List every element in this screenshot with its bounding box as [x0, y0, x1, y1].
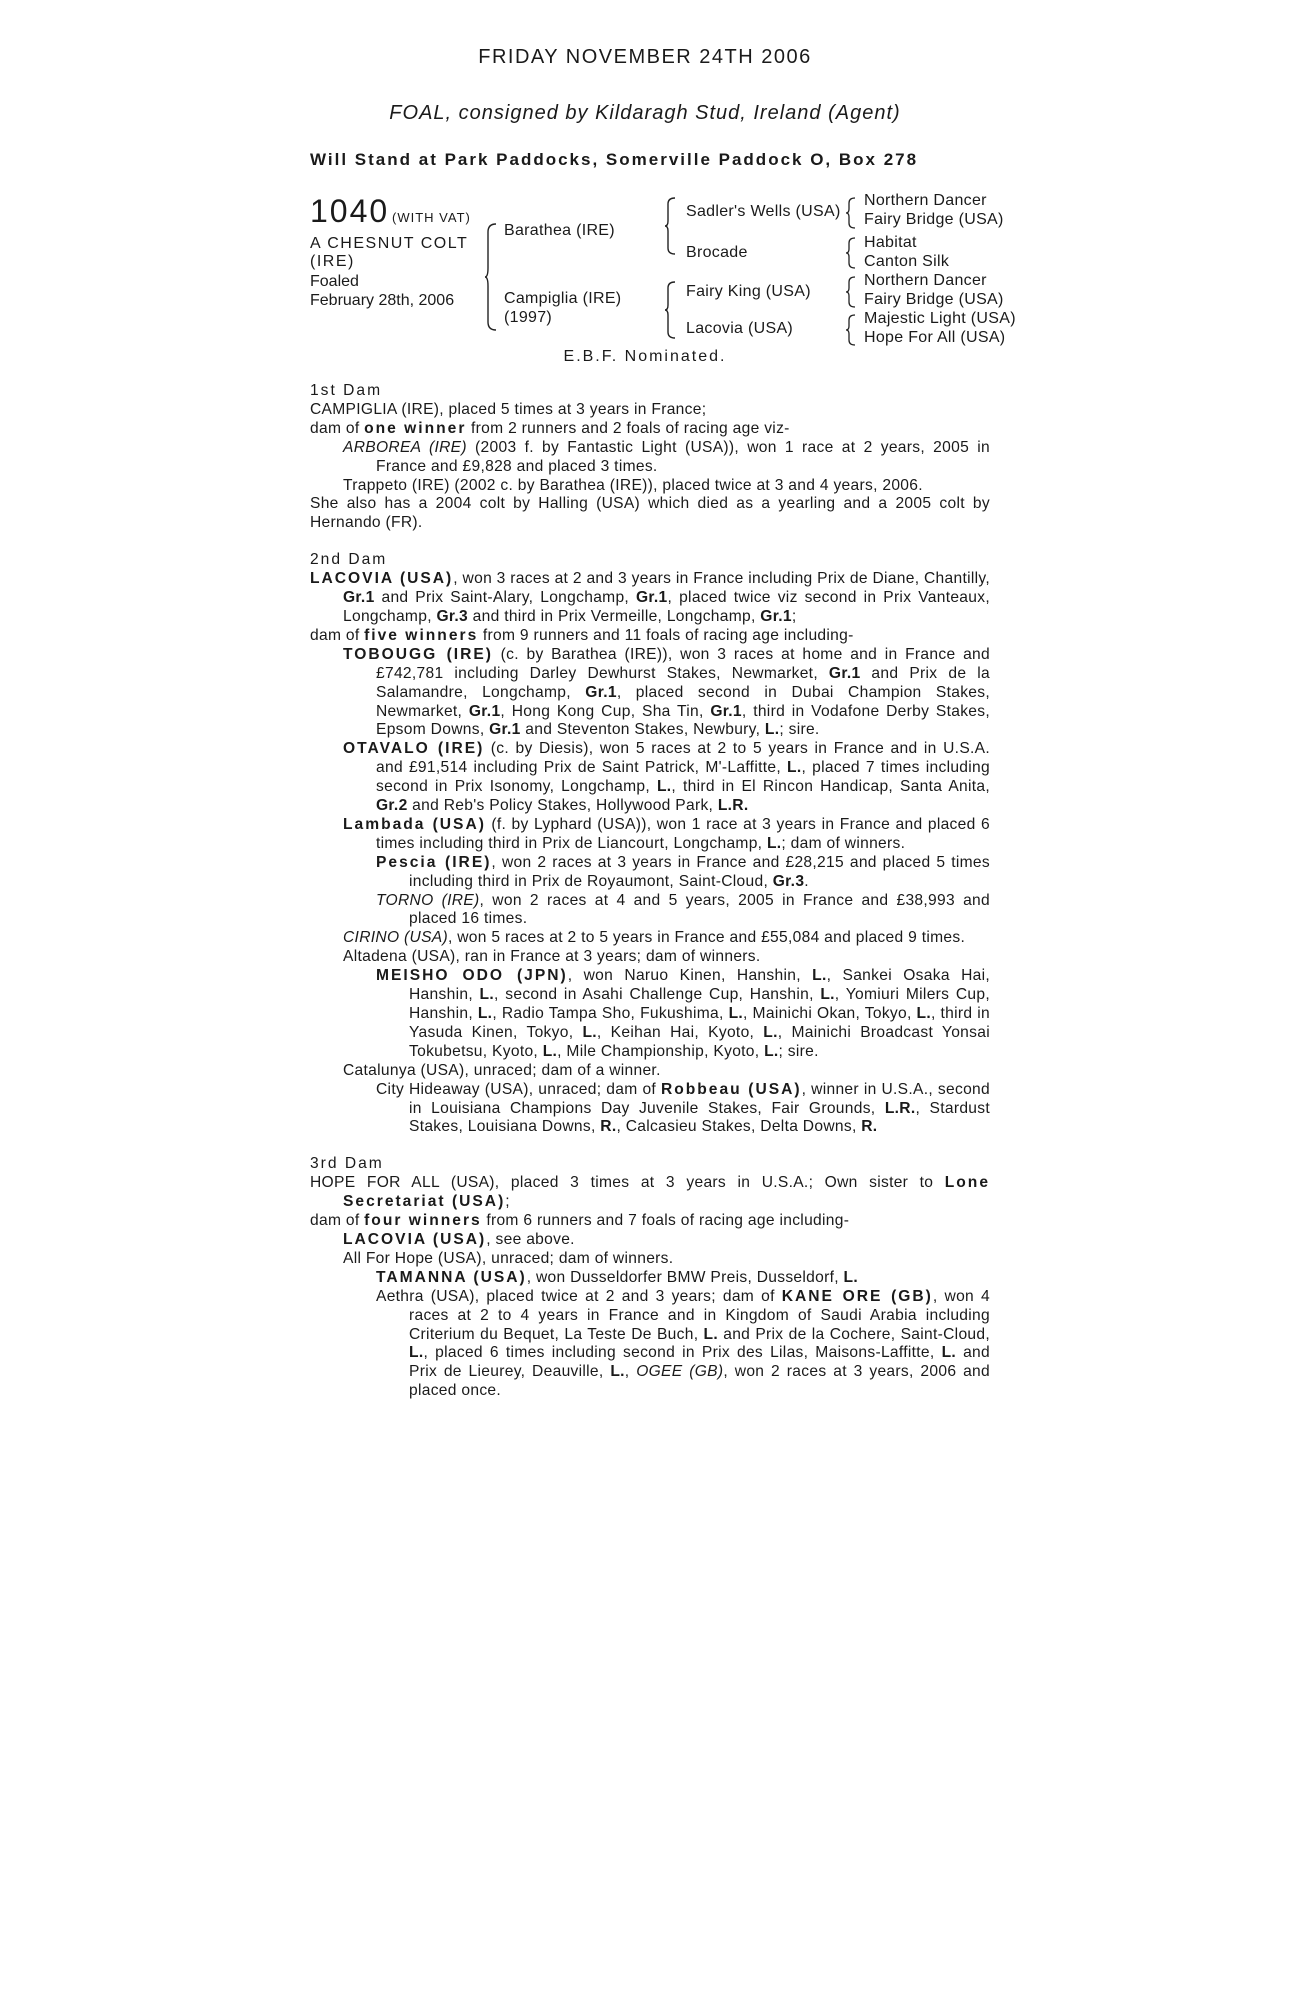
g4-brace	[845, 313, 857, 347]
first-dam-produce-summary: dam of one winner from 2 runners and 2 foals of racing age viz-	[310, 419, 790, 437]
pedigree-dam: Campiglia (IRE)	[504, 290, 622, 307]
pedigree-g3: Habitat	[864, 234, 917, 251]
pedigree-g7: Majestic Light (USA)	[864, 310, 1016, 327]
pedigree-g4: Canton Silk	[864, 253, 950, 270]
produce-tamanna: TAMANNA (USA), won Dusseldorfer BMW Preis, Dusseldorf, L.	[376, 1268, 858, 1286]
pedigree-sire-dam: Brocade	[686, 244, 748, 261]
first-dam-line: CAMPIGLIA (IRE), placed 5 times at 3 years in France;	[310, 400, 707, 418]
second-dam-line: LACOVIA (USA), won 3 races at 2 and 3 years in France including Prix de Diane, Chantilly, Gr.1 and Prix Saint-Alary, Longchamp, Gr.1, placed twice viz second in Prix Vanteaux, Longchamp, Gr.3 and third in Prix Vermeille, Longchamp, Gr.1;	[310, 570, 990, 625]
produce-altadena: Altadena (USA), ran in France at 3 years; dam of winners.	[343, 948, 761, 966]
sire-dam-brace	[484, 222, 500, 332]
pedigree-sire: Barathea (IRE)	[504, 222, 615, 239]
produce-catalunya: Catalunya (USA), unraced; dam of a winner.	[343, 1061, 661, 1079]
produce-meisho-odo: MEISHO ODO (JPN), won Naruo Kinen, Hanshin, L., Sankei Osaka Hai, Hanshin, L., second in Asahi Challenge Cup, Hanshin, L., Yomiuri Milers Cup, Hanshin, L., Radio Tampa Sho, Fukushima, L., Mainichi Okan, Tokyo, L., third in Yasuda Kinen, Tokyo, L., Keihan Hai, Kyoto, L., Mainichi Broadcast Yonsai Tokubetsu, Kyoto, L., Mile Championship, Kyoto, L.; sire.	[376, 967, 991, 1060]
horse-description	[310, 235, 468, 271]
pedigree-g1: Northern Dancer	[864, 192, 987, 209]
produce-tobougg: TOBOUGG (IRE) (c. by Barathea (IRE)), won 3 races at home and in France and £742,781 including Darley Dewhurst Stakes, Newmarket, Gr.1 and Prix de la Salamandre, Longchamp, Gr.1, placed second in Dubai Champion Stakes, Newmarket, Gr.1, Hong Kong Cup, Sha Tin, Gr.1, third in Vodafone Derby Stakes, Epsom Downs, Gr.1 and Steventon Stakes, Newbury, L.; sire.	[343, 645, 990, 739]
produce-aethra: Aethra (USA), placed twice at 2 and 3 years; dam of KANE ORE (GB), won 4 races at 2 to 4 years in France and in Kingdom of Saudi Arabia including Criterium du Bequet, La Teste De Buch, L. and Prix de la Cochere, Saint-Cloud, L., placed 6 times including second in Prix des Lilas, Maisons-Laffitte, L. and Prix de Lieurey, Deauville, L., OGEE (GB), won 2 races at 3 years, 2006 and placed once.	[376, 1287, 990, 1400]
first-dam-also: She also has a 2004 colt by Halling (USA) which died as a yearling and a 2005 colt by Hernando (FR).	[310, 495, 990, 532]
produce-arborea: ARBOREA (IRE) (2003 f. by Fantastic Light (USA)), won 1 race at 2 years, 2005 in France and £9,828 and placed 3 times.	[343, 438, 990, 475]
second-dam-heading: 2nd Dam	[310, 551, 388, 569]
horse-line-2: (IRE)	[310, 253, 355, 270]
horse-line-1: A CHESNUT COLT	[310, 235, 469, 252]
consignor-line: FOAL, consigned by Kildaragh Stud, Ireland (Agent)	[389, 102, 901, 124]
g3-brace	[845, 275, 857, 309]
lot-number: 1040	[310, 193, 390, 229]
produce-trappeto: Trappeto (IRE) (2002 c. by Barathea (IRE)), placed twice at 3 and 4 years, 2006.	[343, 476, 923, 494]
pedigree-notes	[310, 382, 990, 1401]
produce-lacovia: LACOVIA (USA), see above.	[343, 1230, 575, 1248]
produce-cirino: CIRINO (USA), won 5 races at 2 to 5 years in France and £55,084 and placed 9 times.	[343, 929, 966, 947]
pedigree-dam-dam: Lacovia (USA)	[686, 320, 794, 337]
dam-line-brace	[664, 280, 678, 340]
g2-brace	[845, 236, 857, 270]
pedigree-sire-sire: Sadler's Wells (USA)	[686, 203, 841, 220]
produce-torno: TORNO (IRE), won 2 races at 4 and 5 years, 2005 in France and £38,993 and placed 16 times.	[376, 891, 990, 928]
produce-all-for-hope: All For Hope (USA), unraced; dam of winners.	[343, 1249, 674, 1267]
ebf-nominated: E.B.F. Nominated.	[563, 348, 727, 365]
foaled-info	[310, 272, 454, 310]
foaled-date: February 28th, 2006	[310, 292, 455, 309]
sale-date: FRIDAY NOVEMBER 24TH 2006	[478, 46, 812, 68]
produce-otavalo: OTAVALO (IRE) (c. by Diesis), won 5 races at 2 to 5 years in France and in U.S.A. and £91,514 including Prix de Saint Patrick, M'-Laffitte, L., placed 7 times including second in Prix Isonomy, Longchamp, L., third in El Rincon Handicap, Santa Anita, Gr.2 and Reb's Policy Stakes, Hollywood Park, L.R.	[343, 740, 991, 815]
produce-pescia: Pescia (IRE), won 2 races at 3 years in France and £28,215 and placed 5 times including third in Prix de Royaumont, Saint-Cloud, Gr.3.	[376, 853, 990, 890]
third-dam-line: HOPE FOR ALL (USA), placed 3 times at 3 years in U.S.A.; Own sister to Lone Secretariat (USA);	[310, 1174, 990, 1211]
third-dam-heading: 3rd Dam	[310, 1155, 384, 1173]
stand-location: Will Stand at Park Paddocks, Somerville Paddock O, Box 278	[310, 150, 919, 169]
pedigree-g6: Fairy Bridge (USA)	[864, 291, 1004, 308]
produce-lambada: Lambada (USA) (f. by Lyphard (USA)), won 1 race at 3 years in France and placed 6 times including third in Prix de Liancourt, Longchamp, L.; dam of winners.	[343, 815, 990, 852]
pedigree-g5: Northern Dancer	[864, 272, 987, 289]
pedigree-g2: Fairy Bridge (USA)	[864, 211, 1004, 228]
foaled-label: Foaled	[310, 273, 359, 290]
first-dam-heading: 1st Dam	[310, 382, 383, 399]
sire-line-brace	[664, 196, 678, 256]
pedigree-dam-year: (1997)	[504, 309, 553, 326]
pedigree-dam-sire: Fairy King (USA)	[686, 283, 811, 300]
pedigree-g8: Hope For All (USA)	[864, 329, 1006, 346]
produce-city-hideaway: City Hideaway (USA), unraced; dam of Robbeau (USA), winner in U.S.A., second in Louisiana Champions Day Juvenile Stakes, Fair Grounds, L.R., Stardust Stakes, Louisiana Downs, R., Calcasieu Stakes, Delta Downs, R.	[376, 1080, 990, 1136]
third-dam-produce-summary: dam of four winners from 6 runners and 7 foals of racing age including-	[310, 1212, 850, 1230]
lot-vat: (WITH VAT)	[392, 210, 471, 225]
g1-brace	[845, 196, 857, 230]
second-dam-produce-summary: dam of five winners from 9 runners and 11 foals of racing age including-	[310, 626, 854, 644]
